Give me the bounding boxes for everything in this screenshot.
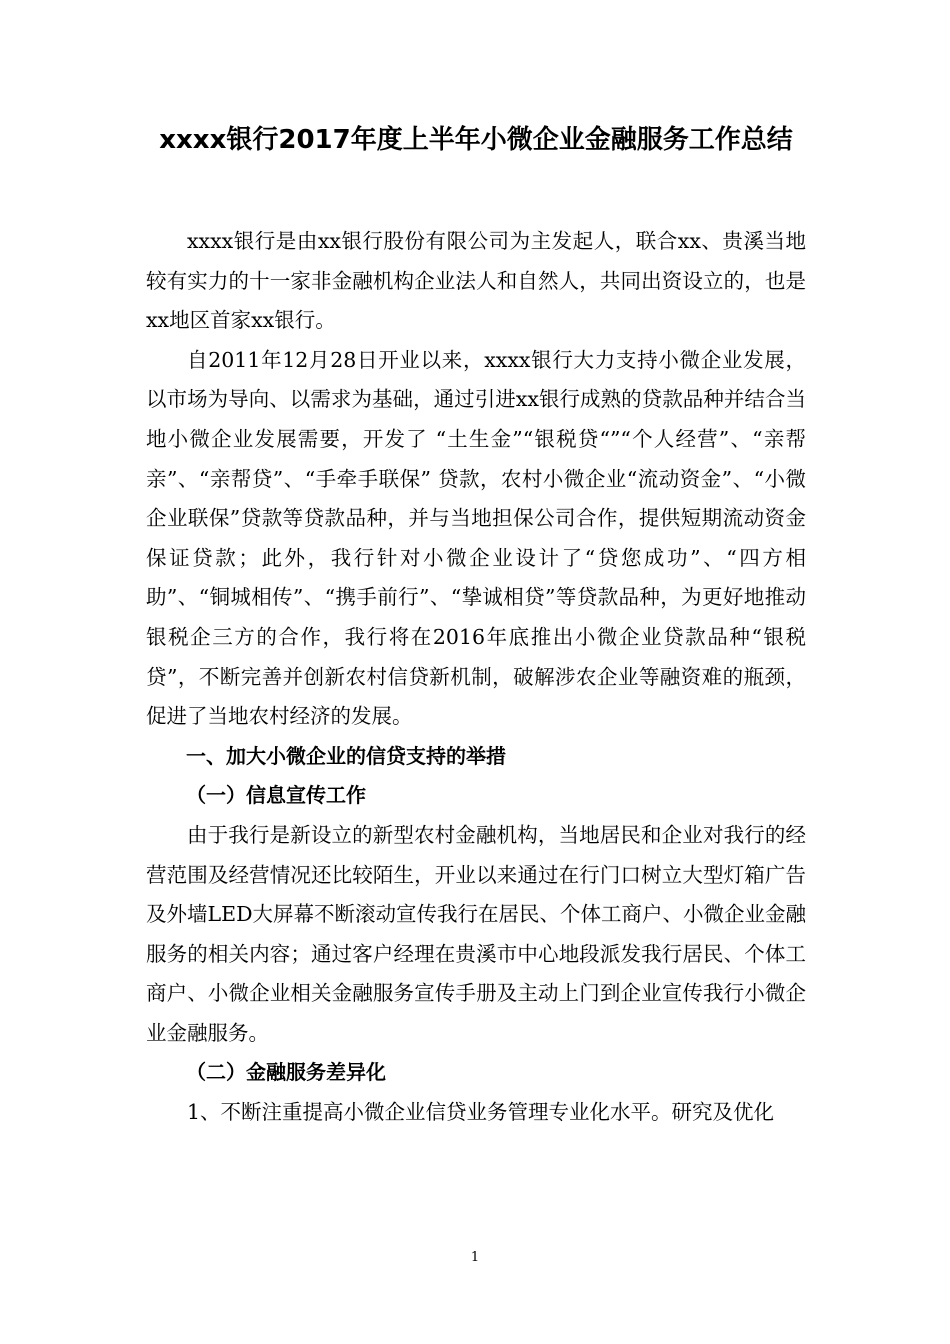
subsection-heading-2: （二）金融服务差异化 bbox=[186, 1060, 386, 1085]
paragraph-professionalization: 1、不断注重提高小微企业信贷业务管理专业化水平。研究及优化 bbox=[187, 1100, 775, 1125]
paragraph-publicity: 由于我行是新设立的新型农村金融机构，当地居民和企业对我行的经营范围及经营情况还比较陌生，开业以来通过在行门口树立大型灯箱广告及外墙LED大屏幕不断滚动宣传我行在居民、个体工商户、小微企业金融服务的相关内容；通过客户经理在贵溪市中心地段派发我行居民、个体工商户、小微企业相关金融服务宣传手册及主动上门到企业宣传我行小微企业金融服务。 bbox=[146, 822, 807, 1045]
section-heading-1: 一、加大小微企业的信贷支持的举措 bbox=[186, 743, 506, 768]
subsection-heading-1: （一）信息宣传工作 bbox=[186, 783, 366, 808]
document-title: xxxx银行2017年度上半年小微企业金融服务工作总结 bbox=[159, 125, 793, 155]
paragraph-loan-products: 自2011年12月28日开业以来，xxxx银行大力支持小微企业发展，以市场为导向、以需求为基础，通过引进xx银行成熟的贷款品种并结合当地小微企业发展需要，开发了 “土生金”“银税贷“”“个人经营”、“亲帮亲”、“亲帮贷”、“手牵手联保” 贷款，农村小微企业“流动资金”、“小微企业联保”贷款等贷款品种，并与当地担保公司合作，提供短期流动资金保证贷款；此外，我行针对小微企业设计了“贷您成功”、“四方相助”、“铜城相传”、“携手前行”、“挚诚相贷”等贷款品种，为更好地推动银税企三方的合作，我行将在2016年底推出小微企业贷款品种“银税贷”，不断完善并创新农村信贷新机制，破解涉农企业等融资难的瓶颈，促进了当地农村经济的发展。 bbox=[146, 347, 806, 729]
page-number: 1 bbox=[470, 1250, 480, 1265]
paragraph-intro: xxxx银行是由xx银行股份有限公司为主发起人，联合xx、贵溪当地较有实力的十一家非金融机构企业法人和自然人，共同出资设立的，也是xx地区首家xx银行。 bbox=[146, 229, 806, 333]
document-body bbox=[146, 222, 806, 1133]
